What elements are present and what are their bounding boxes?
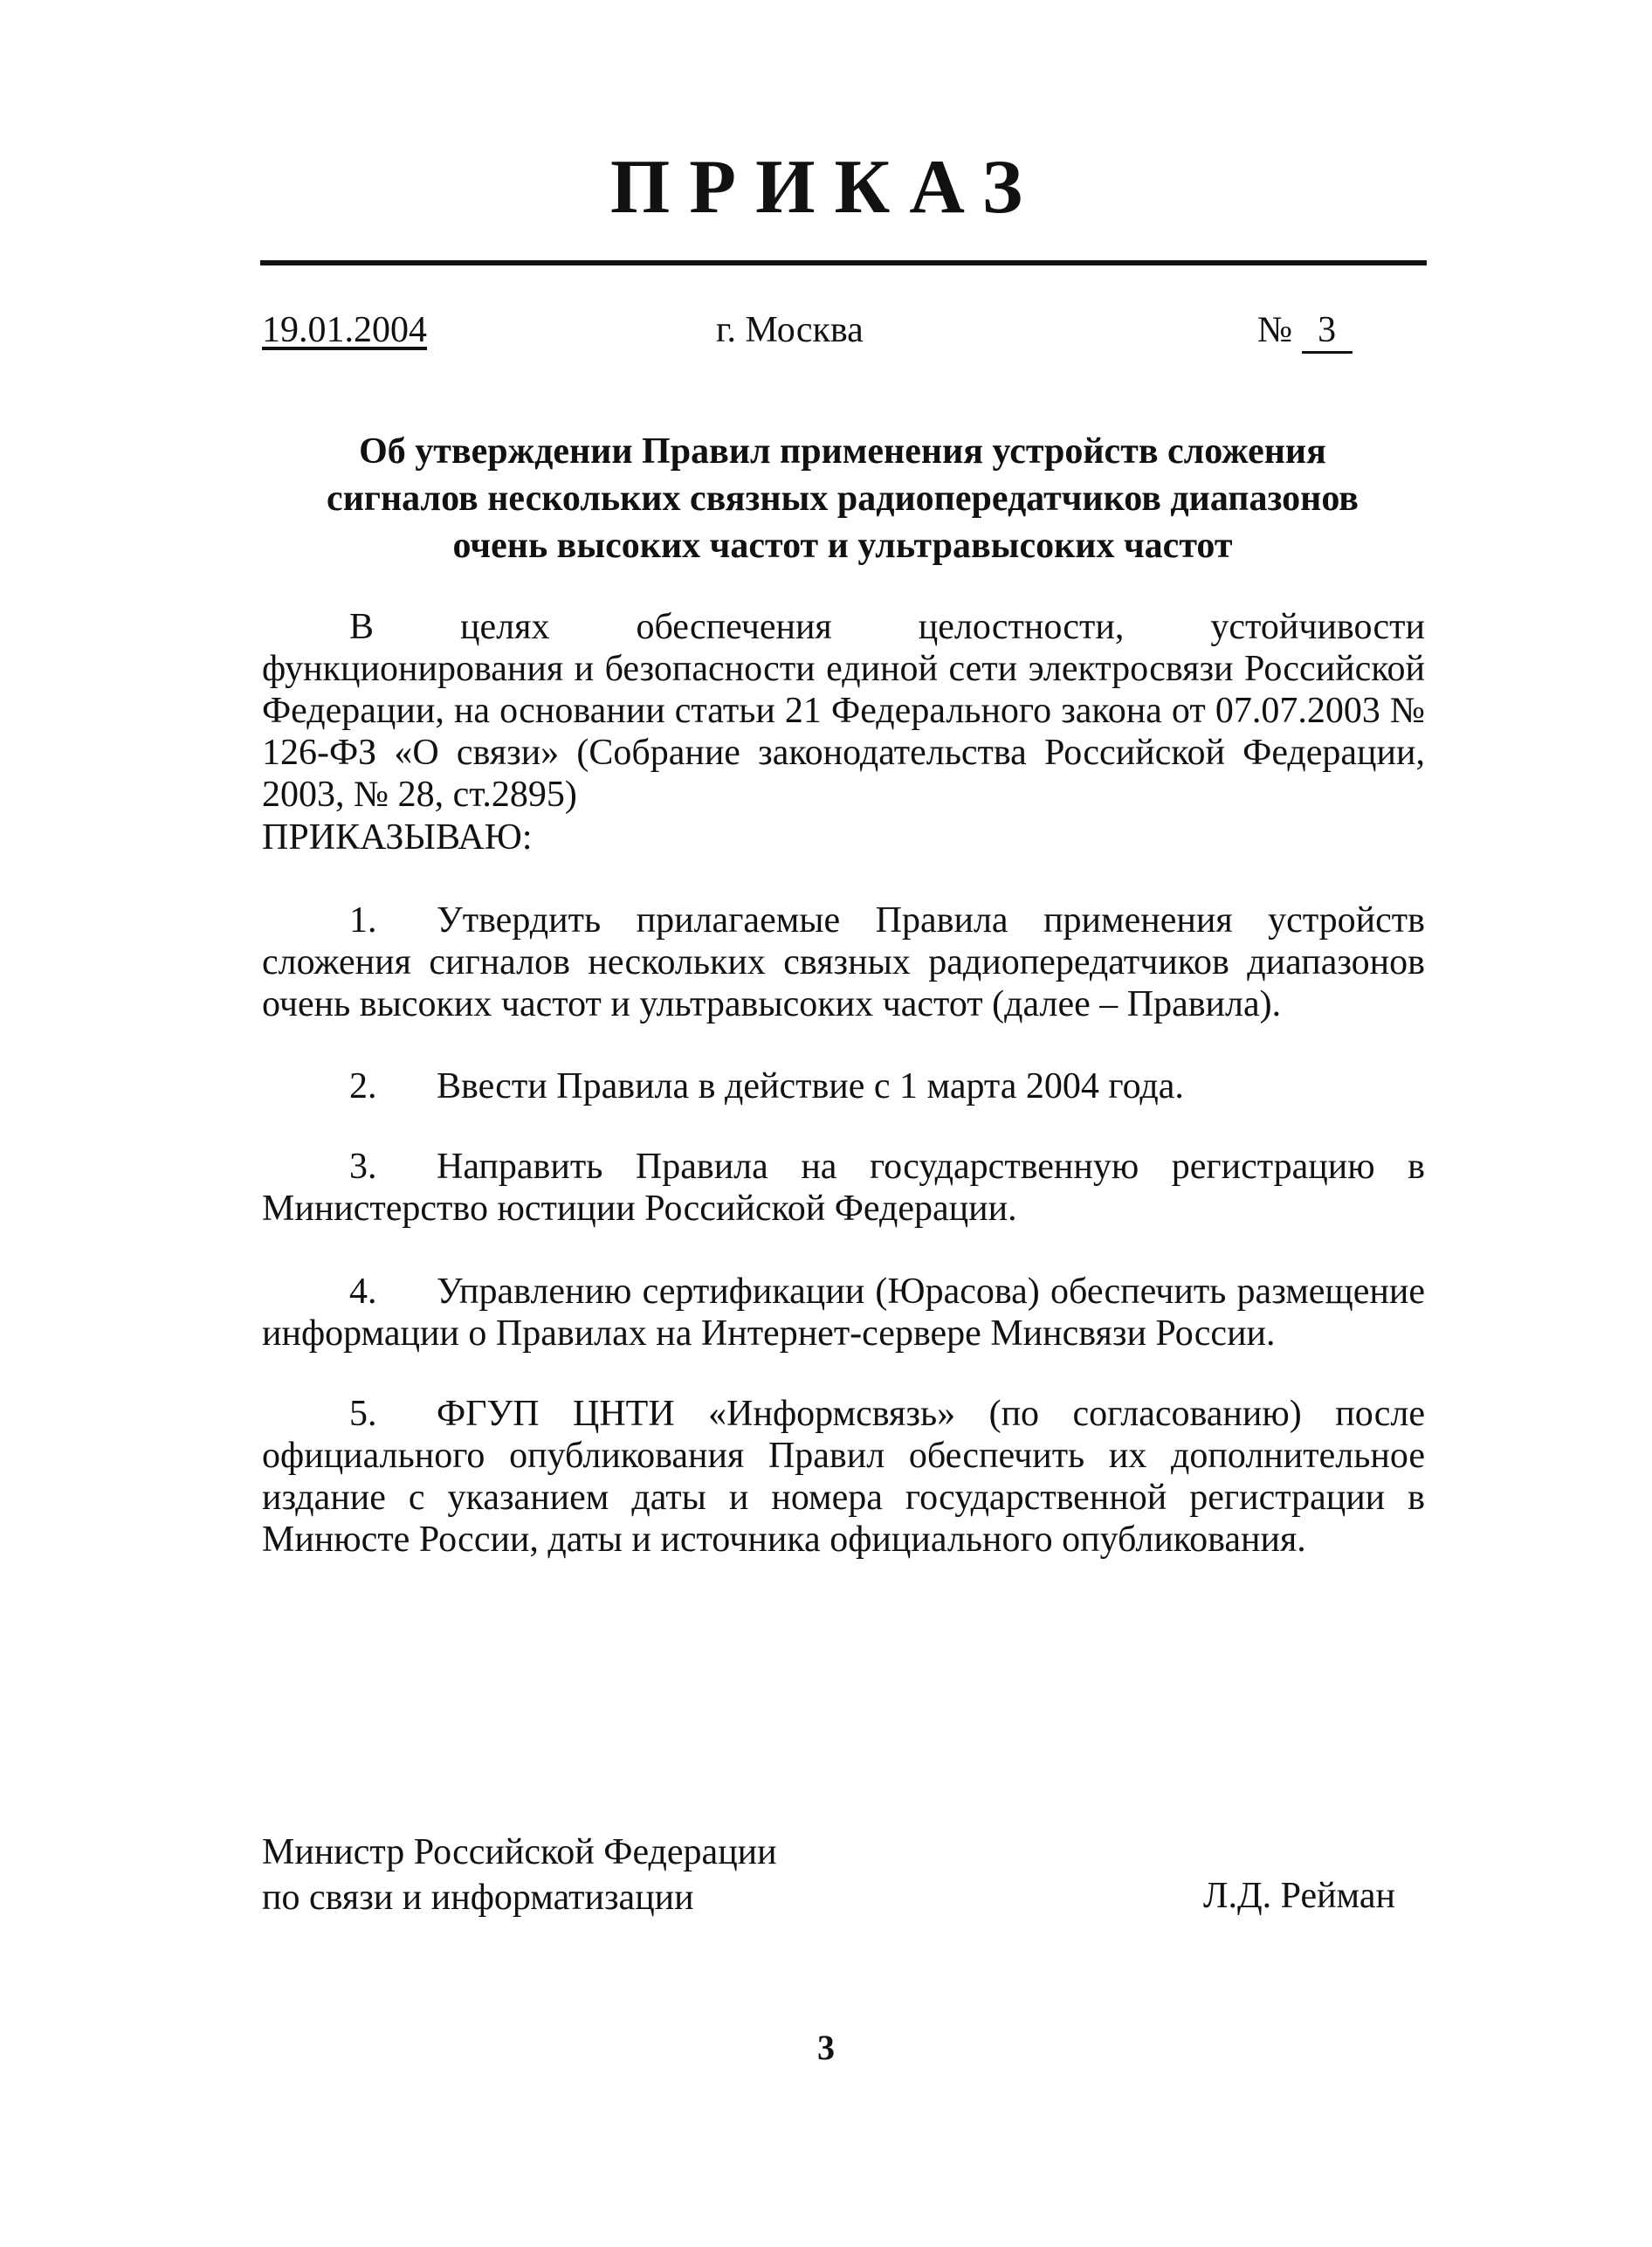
item-text: Направить Правила на государственную регистрацию в Министерство юстиции Российской Федерации. [262,1147,1425,1229]
page-number: 3 [817,2028,835,2067]
item-text: ФГУП ЦНТИ «Информсвязь» (по согласованию) после официального опубликования Правил обеспечить их дополнительное издание с указанием даты и номера государственной регистрации в Минюсте России, даты и источника официального опубликования. [262,1394,1425,1560]
heading-line: Об утверждении Правил применения устройств сложения [359,431,1326,472]
signatory-position-line: по связи и информатизации [262,1878,694,1918]
signatory-position [262,1830,777,1920]
order-item-1 [262,899,1425,1025]
item-number: 3. [349,1147,377,1187]
order-number-value: 3 [1302,309,1353,354]
item-number: 1. [349,900,377,941]
signatory-position-line: Министр Российской Федерации [262,1832,777,1872]
order-item-3 [262,1146,1425,1230]
order-item-5 [262,1393,1425,1561]
order-item-4 [262,1271,1425,1354]
order-number-label: № [1257,310,1293,350]
preamble-paragraph: В целях обеспечения целостности, устойчивости функционирования и безопасности единой сети электросвязи Российской Федерации, на основании статьи 21 Федерального закона от 07.07.2003 № 126-ФЗ «О связи» (Собрание законодательства Российской Федерации, 2003, № 28, ст.2895) [262,607,1425,815]
heading-line: очень высоких частот и ультравысоких частот [452,526,1233,566]
item-number: 2. [349,1066,377,1106]
signatory-name: Л.Д. Рейман [1203,1876,1395,1916]
order-number [1257,306,1353,355]
item-text: Утвердить прилагаемые Правила применения устройств сложения сигналов нескольких связных радиопередатчиков диапазонов очень высоких частот и ультравысоких частот (далее – Правила). [262,900,1425,1024]
order-city: г. Москва [716,310,864,350]
heading-line: сигналов нескольких связных радиопередатчиков диапазонов [327,479,1359,519]
item-text: Ввести Правила в действие с 1 марта 2004 года. [437,1066,1184,1106]
order-date: 19.01.2004 [262,310,427,350]
order-directive: ПРИКАЗЫВАЮ: [262,817,533,858]
item-number: 4. [349,1272,377,1312]
item-number: 5. [349,1394,377,1434]
order-item-2 [262,1065,1425,1107]
title-divider [260,260,1427,265]
item-text: Управлению сертификации (Юрасова) обеспечить размещение информации о Правилах на Интернет-сервере Минсвязи России. [262,1272,1425,1354]
order-heading [262,428,1423,569]
document-title: ПРИКАЗ [609,145,1043,230]
